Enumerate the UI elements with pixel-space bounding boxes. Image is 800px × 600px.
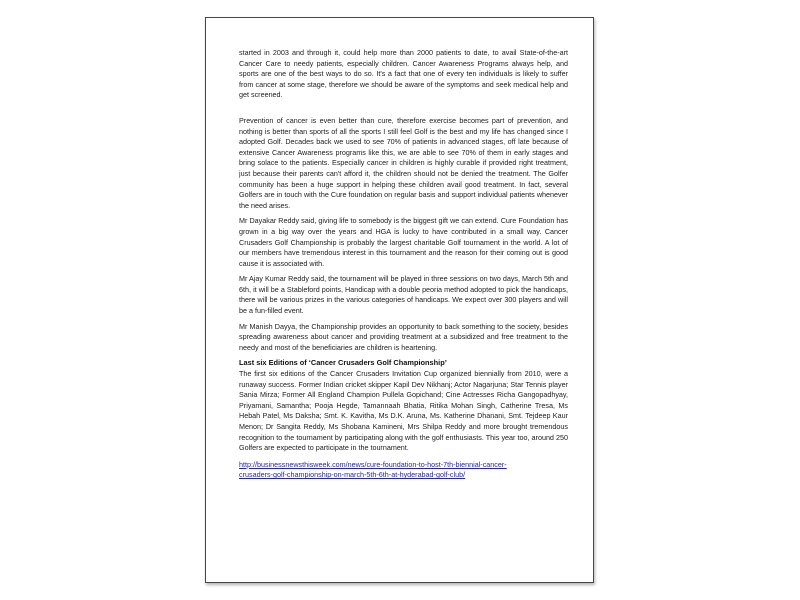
article-url-hyperlink[interactable] xyxy=(239,460,568,481)
section-heading-last-six-editions: Last six Editions of ‘Cancer Crusaders Golf Championship’ xyxy=(239,358,447,368)
paragraph-intro-cancer-care: started in 2003 and through it, could help more than 2000 patients to date, to avail State-of-the-art Cancer Care to needy patients, especially children. Cancer Awareness Programs always help, and sports are one of the best ways to do so. It's a fact that one of every ten individuals is likely to suffer from cancer at some stage, therefore we should be aware of the symptoms and seek medical help and get screened. xyxy=(239,48,568,100)
paragraph-dayakar-reddy-quote: Mr Dayakar Reddy said, giving life to somebody is the biggest gift we can extend. Cure Foundation has grown in a big way over the years and HGA is lucky to have contributed in a small way. Cancer Crusaders Golf Championship is probably the largest charitable Golf tournament in the world. A lot of our members have tremendous interest in this tournament and the reason for their coming out is good cause it is associated with. xyxy=(239,216,568,268)
document-content xyxy=(239,48,568,481)
paragraph-prevention-golf: Prevention of cancer is even better than cure, therefore exercise becomes part of prevention, and nothing is better than sports of all the sports I still feel Golf is the best and my life has changed since I adopted Golf. Decades back we used to see 70% of patients in advanced stages, off late because of extensive Cancer Awareness programs like this, we are able to see 70% of them in early stages and bring solace to the patients. Especially cancer in children is highly curable if provided right treatment, just because their parents can't afford it, the children should not be denied the treatment. The Golfer community has been a huge support in helping these children avail good treatment. In fact, several Golfers are in touch with the Cure foundation on regular basis and support individual patients whenever the need arises. xyxy=(239,115,568,210)
hyperlink-line-2[interactable]: crusaders-golf-championship-on-march-5th-6th-at-hyderabad-golf-club/ xyxy=(239,470,466,480)
paragraph-past-editions-celebrities: The first six editions of the Cancer Crusaders Invitation Cup organized biennially from 2010, were a runaway success. Former Indian cricket skipper Kapil Dev Nikhanj; Actor Nagarjuna; Star Tennis player Sania Mirza; Former All England Champion Pullela Gopichand; Cine Actresses Richa Gangopadhyay, Priyamani, Samantha; Pooja Hegde, Tamannaah Bhatia, Ritika Mohan Singh, Catherine Tresa, Ms Hebah Patel, Ms Daksha; Smt. K. Kavitha, Ms D.K. Aruna, Ms. Katherine Dhanani, Smt. Tejdeep Kaur Menon; Dr Sangita Reddy, Ms Shobana Kamineni, Mrs Shilpa Reddy and more brought tremendous recognition to the tournament by participating along with the golf enthusiasts. This year too, around 250 Golfers are expected to participate in the tournament. xyxy=(239,369,568,453)
hyperlink-line-1[interactable]: http://businessnewsthisweek.com/news/cure-foundation-to-host-7th-biennial-cancer- xyxy=(239,459,507,469)
paragraph-ajay-kumar-reddy-quote: Mr Ajay Kumar Reddy said, the tournament will be played in three sessions on two days, March 5th and 6th, it will be a Stableford points, Handicap with a double peoria method adopted to pick the handicaps, there will be various prizes in the various categories of handicaps. We expect over 300 players and will be a fun-filled event. xyxy=(239,274,568,316)
paragraph-manish-dayya-quote: Mr Manish Dayya, the Championship provides an opportunity to back something to the society, besides spreading awareness about cancer and providing treatment at a subsidized and free treatment to the needy and most of the beneficiaries are children is heartening. xyxy=(239,321,568,352)
document-page xyxy=(205,17,594,583)
